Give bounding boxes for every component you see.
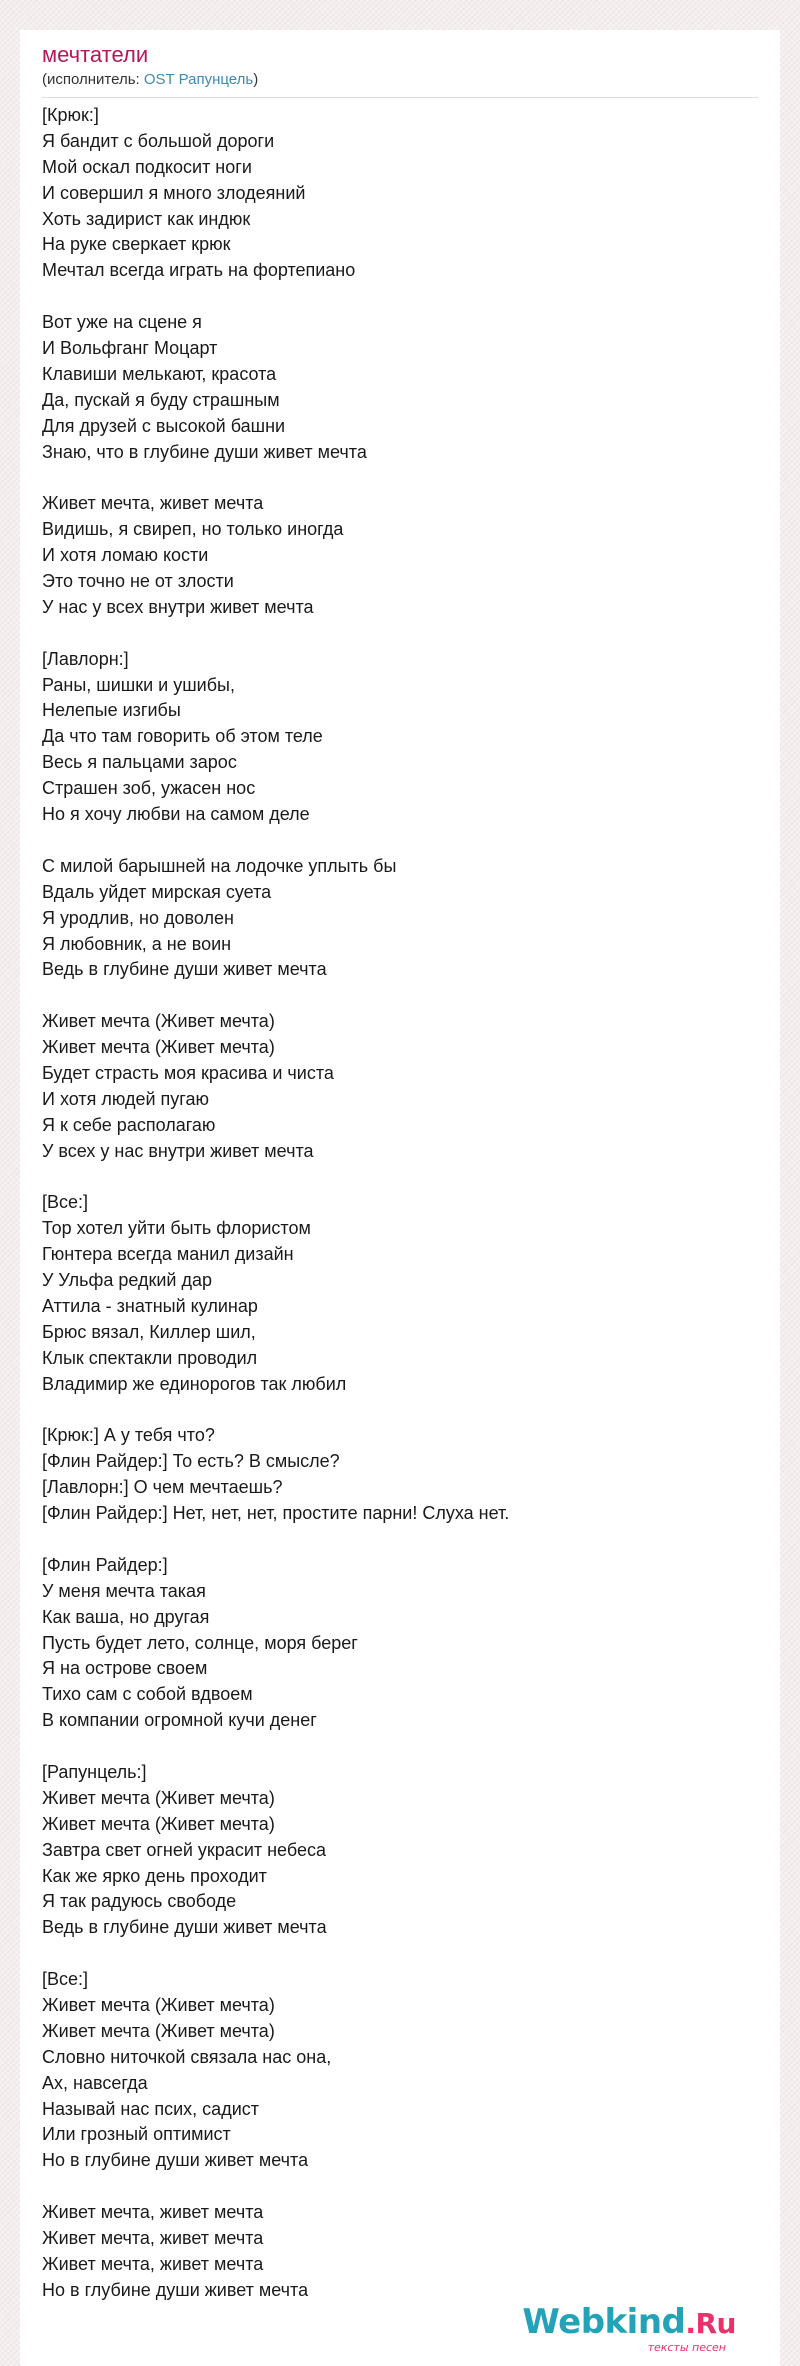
lyric-line: Да, пускай я буду страшным (42, 389, 280, 410)
lyric-line: Для друзей с высокой башни (42, 415, 286, 436)
lyric-line: Пусть будет лето, солнце, моря берег (42, 1632, 358, 1653)
stanza-break (42, 983, 762, 1009)
artist-link[interactable]: OST Рапунцель (143, 71, 254, 88)
stanza-break (42, 828, 762, 854)
lyric-line: Живет мечта, живет мечта (42, 2228, 264, 2249)
lyric-line: Живет мечта (Живет мечта) (42, 1787, 275, 1808)
stanza-break (42, 621, 762, 647)
lyric-line: И Вольфганг Моцарт (42, 338, 218, 359)
lyric-line: Живет мечта, живет мечта (42, 493, 264, 514)
lyric-line: Вдаль уйдет мирская суета (42, 881, 272, 902)
lyric-line: Завтра свет огней украсит небеса (42, 1839, 326, 1860)
stanza-break (42, 1527, 762, 1553)
stanza-break (42, 284, 762, 310)
lyric-line: Я уродлив, но доволен (42, 907, 234, 928)
lyric-line: Как ваша, но другая (42, 1606, 210, 1627)
lyric-line: Ведь в глубине души живет мечта (42, 1917, 327, 1938)
logo-tagline: тексты песен (647, 2341, 726, 2354)
logo-name: Webkind (522, 2302, 686, 2342)
lyric-line: [Все:] (42, 1192, 89, 1213)
lyric-line: [Крюк:] А у тебя что? (42, 1425, 215, 1446)
lyric-line: Живет мечта (Живет мечта) (42, 1037, 275, 1058)
lyric-line: Как же ярко день проходит (42, 1865, 267, 1886)
lyric-line: Гюнтера всегда манил дизайн (42, 1244, 294, 1265)
lyric-line: Но в глубине души живет мечта (42, 2150, 309, 2171)
lyric-line: Клык спектакли проводил (42, 1347, 258, 1368)
lyric-line: И хотя людей пугаю (42, 1088, 209, 1109)
lyric-line: Владимир же единорогов так любил (42, 1373, 347, 1394)
stanza-break (42, 1165, 762, 1191)
lyric-line: И хотя ломаю кости (42, 545, 209, 566)
lyrics-card (20, 30, 780, 2366)
lyric-line: Ах, навсегда (42, 2072, 148, 2093)
lyric-line: [Флин Райдер:] То есть? В смысле? (42, 1451, 340, 1472)
lyric-line: У Ульфа редкий дар (42, 1270, 213, 1291)
lyric-line: Аттила - знатный кулинар (42, 1295, 258, 1316)
stanza-break (42, 2174, 762, 2200)
lyric-line: У всех у нас внутри живет мечта (42, 1140, 314, 1161)
stanza-break (42, 1398, 762, 1424)
lyric-line: Хоть задирист как индюк (42, 208, 251, 229)
lyric-line: На руке сверкает крюк (42, 234, 231, 255)
title-divider (42, 97, 758, 98)
site-logo[interactable] (522, 2298, 736, 2358)
lyric-line: [Лавлорн:] О чем мечтаешь? (42, 1477, 283, 1498)
lyric-line: Или грозный оптимист (42, 2124, 231, 2145)
lyric-line: Вот уже на сцене я (42, 312, 202, 333)
lyric-line: Живет мечта (Живет мечта) (42, 2020, 275, 2041)
lyric-line: [Рапунцель:] (42, 1762, 147, 1782)
artist-line (42, 71, 258, 89)
lyric-line: Брюс вязал, Киллер шил, (42, 1321, 256, 1342)
lyrics-body (42, 103, 762, 2304)
lyric-line: Клавиши мелькают, красота (42, 363, 277, 384)
lyric-line: Живет мечта (Живет мечта) (42, 1813, 275, 1834)
lyric-line: Я бандит с большой дороги (42, 130, 275, 151)
lyric-line: Живет мечта, живет мечта (42, 2202, 264, 2223)
lyric-line: Я к себе располагаю (42, 1114, 216, 1135)
lyric-line: Я так радуюсь свободе (42, 1891, 237, 1912)
lyric-line: Страшен зоб, ужасен нос (42, 778, 256, 799)
lyric-line: Мечтал всегда играть на фортепиано (42, 260, 356, 281)
lyric-line: Весь я пальцами зарос (42, 752, 237, 773)
logo-wordmark (522, 2302, 736, 2344)
stanza-break (42, 465, 762, 491)
logo-tld: .Ru (685, 2307, 736, 2340)
lyric-line: Тор хотел уйти быть флористом (42, 1218, 311, 1239)
lyric-line: Живет мечта (Живет мечта) (42, 1011, 275, 1032)
artist-suffix: ) (253, 71, 259, 88)
lyric-line: Знаю, что в глубине души живет мечта (42, 441, 367, 462)
lyric-line: Видишь, я свиреп, но только иногда (42, 519, 344, 540)
lyric-line: [Флин Райдер:] Нет, нет, нет, простите парни! Слуха нет. (42, 1503, 510, 1524)
artist-prefix: (исполнитель: (42, 71, 144, 88)
lyric-line: Нелепые изгибы (42, 700, 181, 721)
lyric-line: Это точно не от злости (42, 571, 234, 592)
lyric-line: Будет страсть моя красива и чиста (42, 1062, 334, 1083)
lyric-line: [Все:] (42, 1969, 89, 1990)
lyric-line: [Лавлорн:] (42, 648, 129, 669)
lyric-line: Мой оскал подкосит ноги (42, 156, 252, 177)
song-title: мечтатели (42, 42, 149, 67)
lyric-line: [Флин Райдер:] (42, 1554, 168, 1575)
stanza-break (42, 1734, 762, 1760)
lyric-line: Тихо сам с собой вдвоем (42, 1684, 253, 1705)
lyric-line: Да что там говорить об этом теле (42, 726, 323, 747)
lyric-line: Живет мечта, живет мечта (42, 2253, 264, 2274)
lyric-line: У нас у всех внутри живет мечта (42, 596, 314, 617)
lyric-line: Ведь в глубине души живет мечта (42, 959, 327, 980)
lyric-line: И совершил я много злодеяний (42, 182, 306, 203)
lyric-line: Живет мечта (Живет мечта) (42, 1995, 275, 2016)
lyric-line: Я на острове своем (42, 1658, 208, 1679)
lyric-line: У меня мечта такая (42, 1580, 206, 1601)
lyric-line: Но я хочу любви на самом деле (42, 804, 310, 825)
lyric-line: Раны, шишки и ушибы, (42, 674, 235, 695)
lyric-line: Но в глубине души живет мечта (42, 2279, 309, 2300)
lyric-line: Я любовник, а не воин (42, 933, 232, 954)
lyric-line: В компании огромной кучи денег (42, 1710, 317, 1731)
lyric-line: [Крюк:] (42, 105, 99, 125)
lyric-line: Словно ниточкой связала нас она, (42, 2046, 332, 2067)
lyric-line: Называй нас псих, садист (42, 2098, 259, 2119)
lyric-line: С милой барышней на лодочке уплыть бы (42, 855, 397, 876)
stanza-break (42, 1941, 762, 1967)
